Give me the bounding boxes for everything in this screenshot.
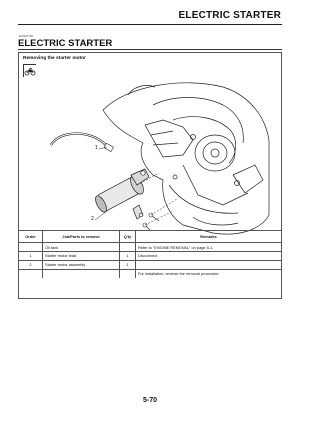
cell-remarks: Refer to "ENGINE REMOVAL" on page 5-1. [136,243,282,252]
cell-qty [120,269,136,277]
header-rule [18,24,282,25]
cell-remarks [136,260,282,269]
callout-2: 2 [91,216,94,222]
header-remarks: Remarks [136,231,282,243]
table-row [19,243,281,252]
cell-job: Starter motor lead [43,252,120,261]
cell-remarks: For installation, reverse the removal procedure. [136,269,282,277]
callout-1: 1 [95,145,98,151]
running-header-title: ELECTRIC STARTER [178,10,281,21]
table-row [19,269,281,277]
cell-qty: 1 [120,260,136,269]
cell-order [19,243,43,252]
cell-job [43,269,120,277]
title-rule [18,49,282,50]
header-qty: Q'ty [120,231,136,243]
section-code: EAS27790 [19,34,34,38]
table-row [19,252,281,261]
cell-order: 1 [19,252,43,261]
section-title: ELECTRIC STARTER [18,38,113,49]
page-number: 5-70 [142,397,157,404]
cell-qty: 1 [120,252,136,261]
table-row [19,260,281,269]
cell-job: Oil tank [43,243,120,252]
cell-job: Starter motor assembly [43,260,120,269]
table-header-row [19,231,281,243]
cell-remarks: Disconnect. [136,252,282,261]
cell-order [19,269,43,277]
procedure-frame [18,52,282,299]
procedure-heading: Removing the starter motor [23,56,86,61]
header-order: Order [19,231,43,243]
header-job: Job/Parts to remove [43,231,120,243]
parts-table [19,230,281,278]
cell-order: 2 [19,260,43,269]
cell-qty [120,243,136,252]
starter-motor-diagram [33,65,273,245]
